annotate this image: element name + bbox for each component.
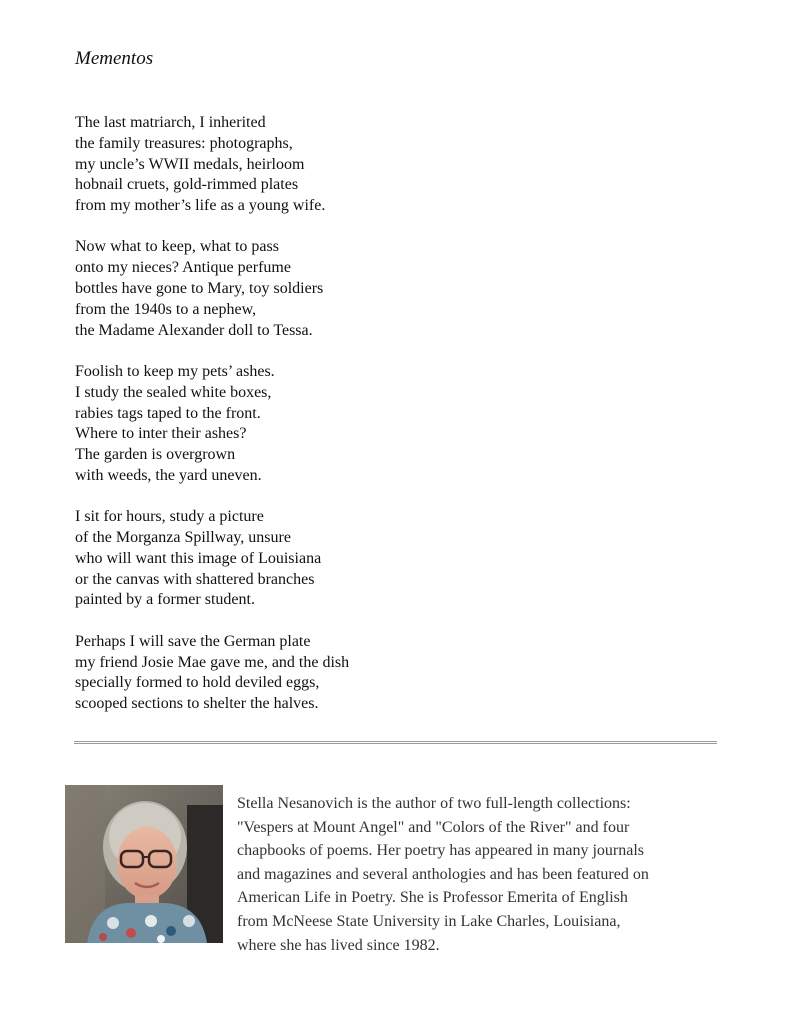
- poem-line: the Madame Alexander doll to Tessa.: [75, 321, 313, 339]
- poem-title: Mementos: [75, 48, 154, 69]
- poem-line: who will want this image of Louisiana: [75, 549, 322, 567]
- stanza: [75, 362, 495, 487]
- bio-line: and magazines and several anthologies and has been featured on: [237, 865, 649, 883]
- poem-line: from the 1940s to a nephew,: [75, 300, 257, 318]
- poem-line: specially formed to hold deviled eggs,: [75, 674, 320, 692]
- author-bio: [237, 792, 717, 957]
- stanza: [75, 113, 495, 217]
- poem-line: onto my nieces? Antique perfume: [75, 259, 291, 277]
- bio-line: from McNeese State University in Lake Charles, Louisiana,: [237, 912, 621, 930]
- stanza: [75, 237, 495, 341]
- stanza: [75, 507, 495, 611]
- poem-line: my uncle’s WWII medals, heirloom: [75, 155, 305, 173]
- poem-line: or the canvas with shattered branches: [75, 570, 315, 588]
- poem-line: Foolish to keep my pets’ ashes.: [75, 362, 275, 380]
- bio-line: where she has lived since 1982.: [237, 936, 440, 954]
- author-photo: [65, 785, 223, 943]
- poem-line: the family treasures: photographs,: [75, 134, 293, 152]
- poem-line: Now what to keep, what to pass: [75, 238, 279, 256]
- poem-line: The garden is overgrown: [75, 446, 236, 464]
- poem-line: hobnail cruets, gold-rimmed plates: [75, 176, 299, 194]
- poem-line: Perhaps I will save the German plate: [75, 632, 311, 650]
- poem-body: [75, 113, 495, 735]
- poem-line: I sit for hours, study a picture: [75, 508, 264, 526]
- stanza: [75, 632, 495, 715]
- poem-line: from my mother’s life as a young wife.: [75, 197, 326, 215]
- poem-line: painted by a former student.: [75, 591, 255, 609]
- poem-line: my friend Josie Mae gave me, and the dish: [75, 653, 350, 671]
- poem-line: The last matriarch, I inherited: [75, 114, 266, 131]
- poem-line: scooped sections to shelter the halves.: [75, 695, 319, 713]
- bio-line: Stella Nesanovich is the author of two full-length collections:: [237, 795, 631, 812]
- poem-line: with weeds, the yard uneven.: [75, 466, 262, 484]
- poem-line: I study the sealed white boxes,: [75, 383, 272, 401]
- section-divider: [74, 741, 717, 744]
- poem-line: of the Morganza Spillway, unsure: [75, 529, 291, 547]
- bio-line: American Life in Poetry. She is Professor Emerita of English: [237, 889, 628, 907]
- bio-line: "Vespers at Mount Angel" and "Colors of the River" and four: [237, 818, 630, 836]
- bio-line: chapbooks of poems. Her poetry has appeared in many journals: [237, 842, 644, 860]
- poem-line: bottles have gone to Mary, toy soldiers: [75, 280, 324, 298]
- poem-line: rabies tags taped to the front.: [75, 404, 261, 422]
- poem-line: Where to inter their ashes?: [75, 425, 247, 443]
